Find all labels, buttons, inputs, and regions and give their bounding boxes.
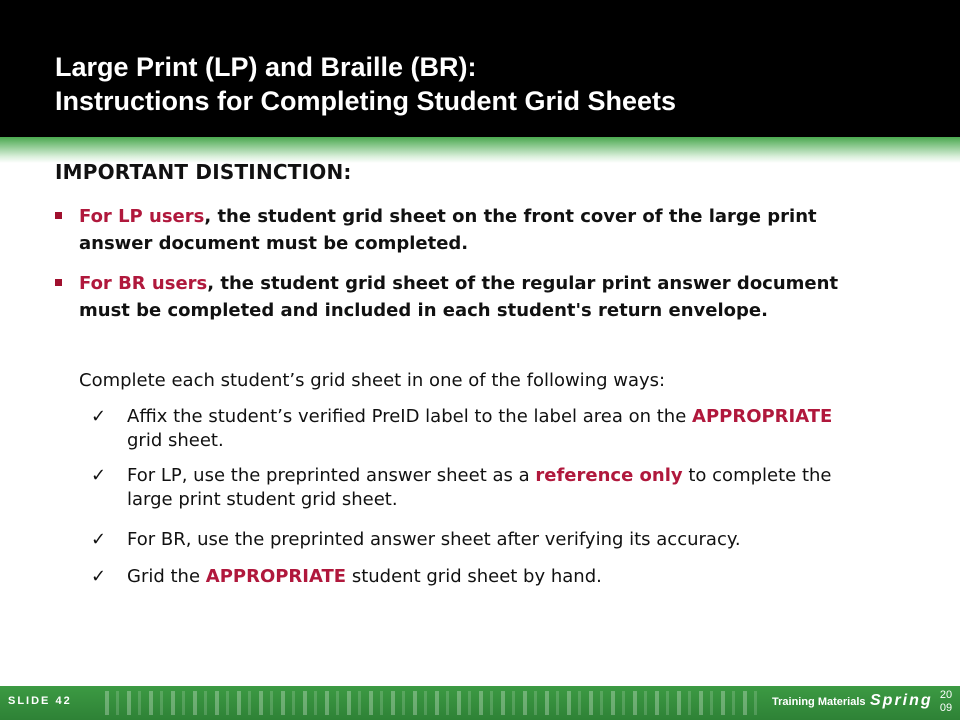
instructions-intro: Complete each student’s grid sheet in one of the following ways: (79, 370, 666, 391)
checkmark-icon: ✓ (91, 465, 107, 486)
slide-title (55, 50, 676, 118)
checklist-item (91, 528, 861, 552)
season-label: Spring (870, 692, 933, 709)
checklist-text (127, 565, 861, 589)
checklist-emphasis: APPROPRIATE (205, 566, 347, 587)
checklist-text (127, 405, 861, 453)
bullet-lead: For BR users (79, 273, 208, 294)
year-top: 20 (939, 689, 953, 701)
slide-footer (0, 686, 960, 720)
checklist-text-after: to complete the large print student grid sheet. (127, 465, 832, 510)
year-bottom: 09 (939, 702, 953, 714)
checklist-text-before: For BR, use the preprinted answer sheet after verifying its accuracy. (127, 529, 741, 550)
slide-title-line-1: Large Print (LP) and Braille (BR): (55, 52, 477, 82)
checklist-item (91, 565, 861, 589)
checklist-text-before: Grid the (127, 566, 206, 587)
checkmark-icon: ✓ (91, 566, 107, 587)
checklist-text-before: Affix the student’s verified PreID label to the label area on the (127, 406, 693, 427)
checklist-emphasis: APPROPRIATE (692, 406, 833, 427)
section-heading: IMPORTANT DISTINCTION: (55, 160, 352, 184)
checklist-item (91, 464, 861, 512)
checklist-emphasis: reference only (535, 465, 683, 486)
square-bullet-icon (55, 212, 62, 219)
bullet-lead: For LP users (79, 206, 205, 227)
square-bullet-icon (55, 279, 62, 286)
decorative-pattern-icon (105, 691, 765, 715)
checklist-item (91, 405, 861, 453)
checkmark-icon: ✓ (91, 406, 107, 427)
bullet-item-br (55, 270, 855, 324)
year-label (936, 689, 956, 715)
checklist-text-before: For LP, use the preprinted answer sheet as a (127, 465, 536, 486)
checklist-text-after: student grid sheet by hand. (346, 566, 602, 587)
slide-title-line-2: Instructions for Completing Student Grid Sheets (55, 86, 677, 116)
bullet-item-lp (55, 203, 855, 257)
bullet-text (79, 270, 855, 324)
bullet-rest: , the student grid sheet on the front cover of the large print answer document must be completed. (79, 206, 817, 254)
checklist-text-after: grid sheet. (127, 430, 224, 451)
checklist-text (127, 528, 861, 552)
checklist-text (127, 464, 861, 512)
training-materials-label: Training Materials (772, 696, 866, 708)
slide-number: SLIDE 42 (8, 695, 72, 707)
bullet-text (79, 203, 855, 257)
bullet-rest: , the student grid sheet of the regular print answer document must be completed and included in each student's return envelope. (79, 273, 839, 321)
slide-header (0, 0, 960, 137)
checkmark-icon: ✓ (91, 529, 107, 550)
